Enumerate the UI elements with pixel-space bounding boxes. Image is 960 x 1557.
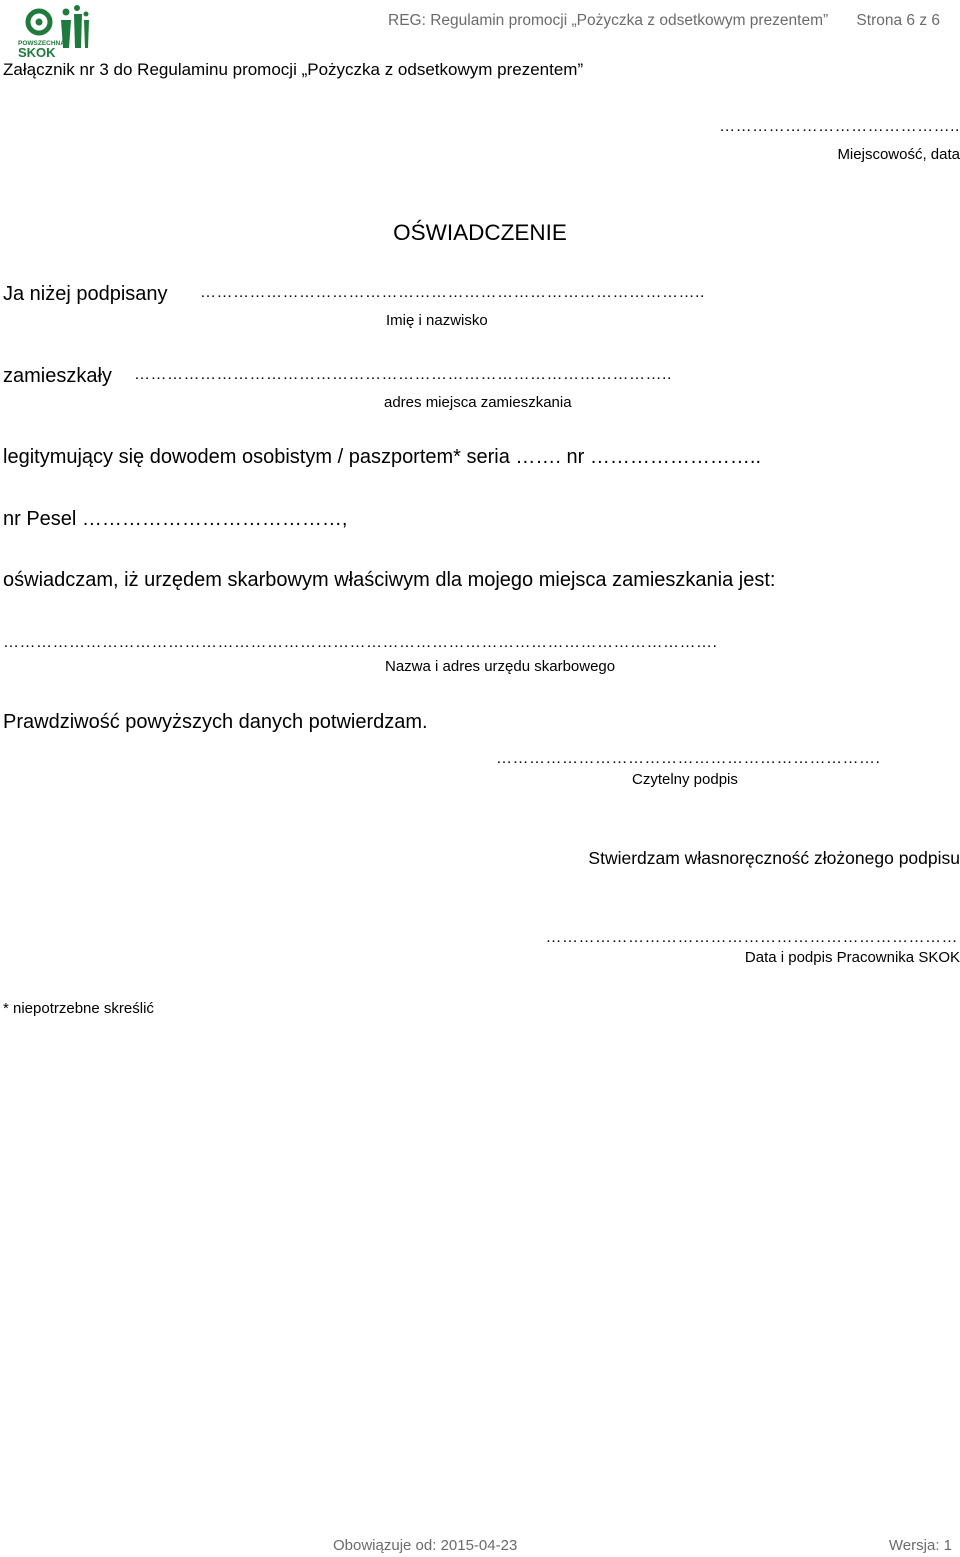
svg-text:SKOK: SKOK [18, 45, 56, 58]
place-date-label: Miejscowość, data [837, 146, 960, 163]
tax-office-label: Nazwa i adres urzędu skarbowego [385, 658, 616, 675]
address-field[interactable]: …………………………………………………………………………………….. [134, 366, 672, 383]
id-document-line[interactable]: legitymujący się dowodem osobistym / paszportem* seria ……. nr …………………….. [3, 446, 761, 468]
staff-signature-field[interactable]: ………………………………………………………………… [545, 929, 958, 946]
confirmation-text: Prawdziwość powyższych danych potwierdzam. [3, 711, 428, 733]
tax-office-field[interactable]: …………………………………………………………………………………………………………………. [3, 634, 718, 651]
address-label: adres miejsca zamieszkania [384, 394, 572, 411]
signature-label: Czytelny podpis [632, 771, 738, 788]
name-label: Imię i nazwisko [386, 312, 488, 329]
place-date-dots[interactable]: …………………………………….. [719, 118, 960, 135]
pesel-line[interactable]: nr Pesel …………………………………, [3, 508, 348, 530]
staff-statement: Stwierdzam własnoręczność złożonego podpisu [588, 848, 960, 868]
tax-office-statement: oświadczam, iż urzędem skarbowym właściwym dla mojego miejsca zamieszkania jest: [3, 569, 776, 591]
name-field[interactable]: ……………………………………………………………………………….. [200, 284, 705, 301]
document-heading: OŚWIADCZENIE [393, 220, 567, 245]
header-title: REG: Regulamin promocji „Pożyczka z odsetkowym prezentem” [388, 12, 829, 29]
annex-title: Załącznik nr 3 do Regulaminu promocji „Pożyczka z odsetkowym prezentem” [3, 60, 584, 79]
header-page-number: Strona 6 z 6 [856, 12, 940, 29]
skok-logo-icon [16, 4, 90, 58]
footer-version: Wersja: 1 [888, 1537, 952, 1554]
skok-logo [16, 4, 90, 58]
staff-signature-label: Data i podpis Pracownika SKOK [744, 949, 960, 966]
svg-text:POWSZECHNA: POWSZECHNA [18, 40, 65, 47]
footnote: * niepotrzebne skreślić [3, 1000, 154, 1017]
signature-field[interactable]: ……………………………………………………………. [496, 750, 881, 767]
name-prefix: Ja niżej podpisany [3, 283, 168, 305]
footer-valid-from: Obowiązuje od: 2015-04-23 [333, 1537, 518, 1554]
address-prefix: zamieszkały [3, 365, 112, 387]
